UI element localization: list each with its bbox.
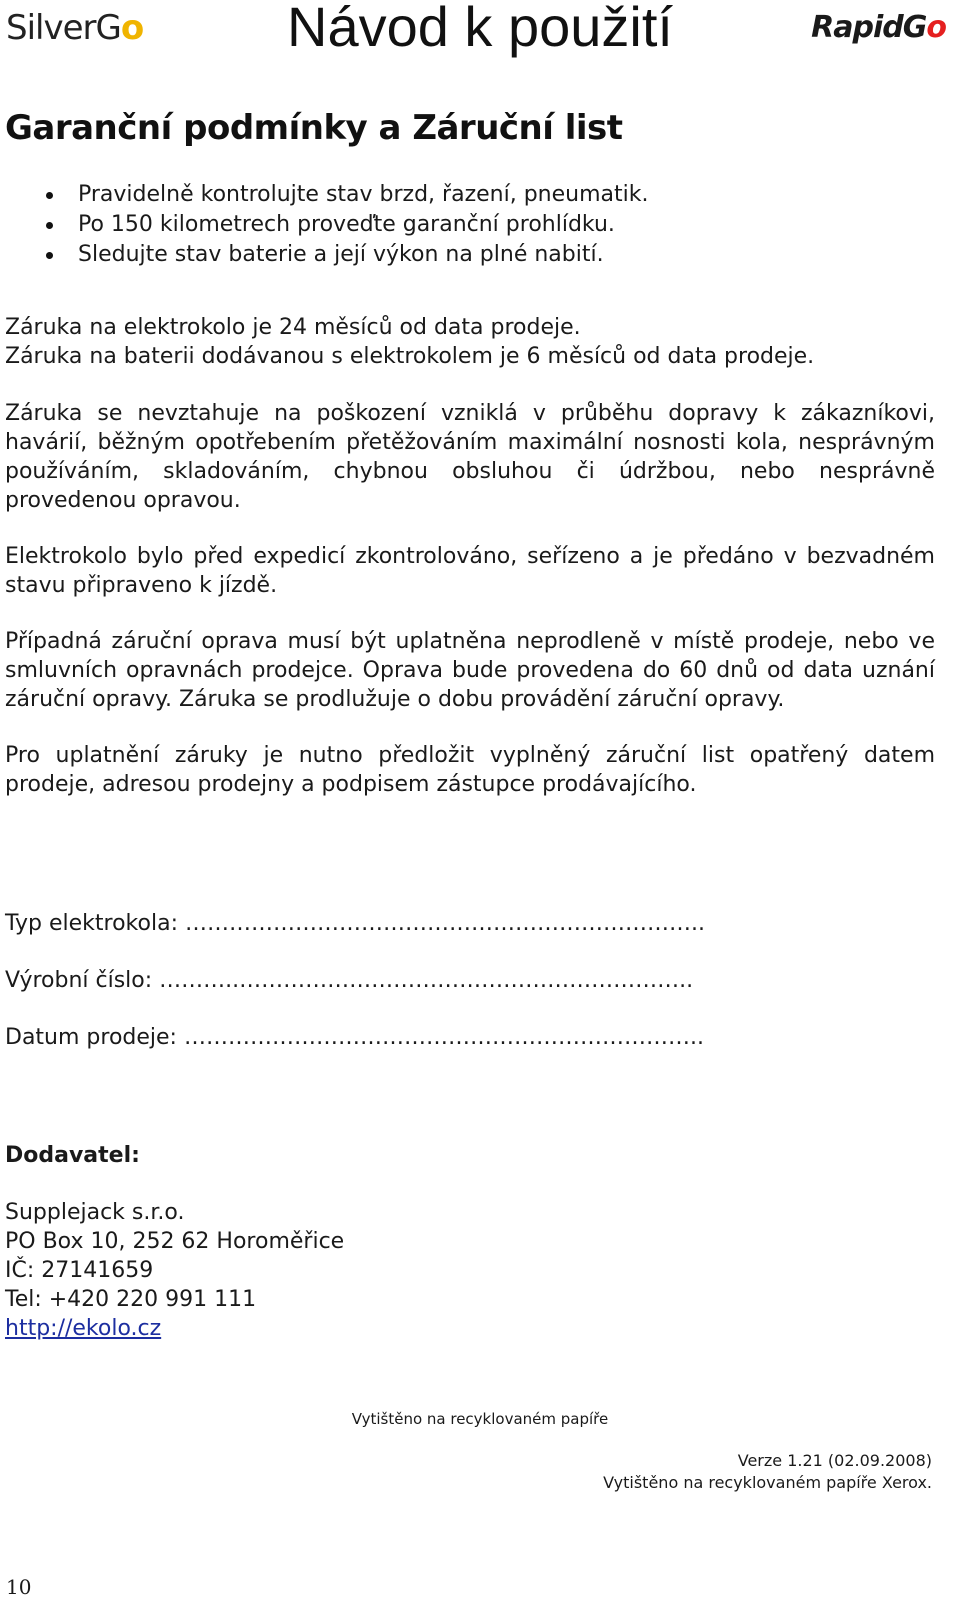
- bullet-icon: [46, 252, 53, 259]
- bike-type-field: Typ elektrokola: ……………………………………………………………..: [5, 911, 705, 936]
- sale-date-field: Datum prodeje: ……………………………………………………………..: [5, 1025, 704, 1050]
- serial-number-field: Výrobní číslo: ………..……………………………………………………..: [5, 968, 694, 993]
- silvergo-logo: SilverGo: [6, 8, 144, 48]
- supplier-website-link[interactable]: http://ekolo.cz: [5, 1316, 162, 1341]
- list-item: Po 150 kilometrech proveďte garanční prohlídku.: [5, 210, 935, 240]
- warranty-battery-line: Záruka na baterii dodávanou s elektrokolem je 6 měsíců od data prodeje.: [5, 344, 815, 369]
- version-label: Verze 1.21 (02.09.2008): [737, 1451, 932, 1470]
- list-item: Sledujte stav baterie a její výkon na plné nabití.: [5, 240, 935, 270]
- supplier-block: [5, 1141, 935, 1343]
- supplier-phone: Tel: +420 220 991 111: [5, 1287, 257, 1312]
- page-header: [0, 0, 960, 60]
- warranty-bike-line: Záruka na elektrokolo je 24 měsíců od data prodeje.: [5, 315, 581, 340]
- page-number: 10: [6, 1575, 32, 1599]
- exclusions-paragraph: Záruka se nevztahuje na poškození vzniklá v průběhu dopravy k zákazníkovi, havárií, běžným opotřebením přetěžováním maximální nosnosti kola, nesprávným používáním, skladováním, chybnou obsluhou či údržbou, nebo nesprávně provedenou opravou.: [5, 401, 935, 513]
- recycled-paper-note: Vytištěno na recyklovaném papíře: [351, 1410, 609, 1428]
- bullet-icon: [46, 222, 53, 229]
- warranty-periods: [5, 313, 935, 371]
- inspection-paragraph: Elektrokolo bylo před expedicí zkontrolováno, seřízeno a je předáno v bezvadném stavu připraveno k jízdě.: [5, 544, 935, 598]
- print-note: Vytištěno na recyklovaném papíře Xerox.: [603, 1473, 932, 1492]
- document-title: Návod k použití: [287, 0, 673, 58]
- supplier-name: Supplejack s.r.o.: [5, 1200, 185, 1225]
- list-item: Pravidelně kontrolujte stav brzd, řazení, pneumatik.: [5, 180, 935, 210]
- version-info: [603, 1450, 932, 1494]
- rapidgo-logo: RapidGo: [811, 10, 946, 45]
- bullet-icon: [46, 192, 53, 199]
- section-heading: Garanční podmínky a Záruční list: [5, 108, 623, 148]
- maintenance-list: [5, 180, 935, 270]
- supplier-ico: IČ: 27141659: [5, 1258, 154, 1283]
- repair-paragraph: Případná záruční oprava musí být uplatněna neprodleně v místě prodeje, nebo ve smluvních opravnách prodejce. Oprava bude provedena do 60 dnů od data uznání záruční opravy. Záruka se prodlužuje o dobu provádění záruční opravy.: [5, 629, 935, 712]
- warranty-form: [5, 909, 935, 1053]
- supplier-address: PO Box 10, 252 62 Horoměřice: [5, 1229, 345, 1254]
- supplier-heading: Dodavatel:: [5, 1143, 140, 1168]
- claim-paragraph: Pro uplatnění záruky je nutno předložit vyplněný záruční list opatřený datem prodeje, adresou prodejny a podpisem zástupce prodávajícího.: [5, 743, 935, 797]
- main-content: [5, 108, 935, 1343]
